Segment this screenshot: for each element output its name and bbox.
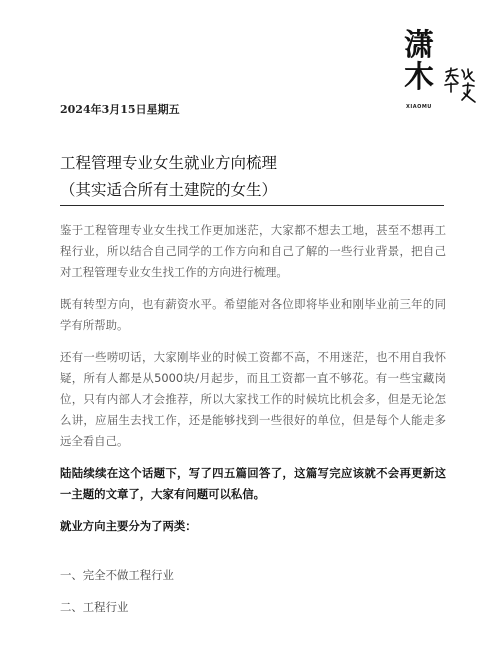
title-line-1: 工程管理专业女生就业方向梳理 — [60, 154, 278, 172]
list-item-1: 一、完全不做工程行业 — [60, 568, 174, 582]
logo-wordmark — [404, 30, 434, 94]
title-divider — [60, 205, 444, 206]
logo-subtext: XIAOMU — [406, 104, 432, 110]
body-paragraph-3: 还有一些唠叨话，大家刚毕业的时候工资都不高，不用迷茫，也不用自我怀疑，所有人都是从5000块/月起步，而且工资都一直不够花。有一些宝藏岗位，只有内部人才会推荐，所以大家找工作的时候坑比机会多，但是无论怎么讲，应届生去找工作，还是能够找到一些很好的单位，但是每个人能走多远全看自己。 — [60, 350, 446, 448]
section-heading: 就业方向主要分为了两类： — [60, 519, 197, 533]
title-line-2: （其实适合所有土建院的女生） — [60, 181, 278, 199]
logo-char-2: 木 — [404, 60, 434, 95]
logo-char-1: 潇 — [404, 28, 434, 63]
bold-paragraph: 陆陆续续在这个话题下，写了四五篇回答了，这篇写完应该就不会再更新这一主题的文章了，大家有问题可以私信。 — [60, 466, 446, 501]
article-body — [60, 220, 446, 629]
publish-date: 2024年3月15日星期五 — [60, 103, 180, 116]
list-item-2: 二、工程行业 — [60, 600, 129, 614]
body-paragraph-1: 鉴于工程管理专业女生找工作更加迷茫，大家都不想去工地，甚至不想再工程行业，所以结合自己同学的工作方向和自己了解的一些行业背景，把自己对工程管理专业女生找工作的方向进行梳理。 — [60, 223, 446, 279]
body-paragraph-2: 既有转型方向，也有薪资水平。希望能对各位即将毕业和刚毕业前三年的同学有所帮助。 — [60, 297, 446, 332]
article-title — [60, 150, 450, 204]
logo-script-mark — [442, 66, 478, 106]
brand-logo — [404, 30, 484, 116]
